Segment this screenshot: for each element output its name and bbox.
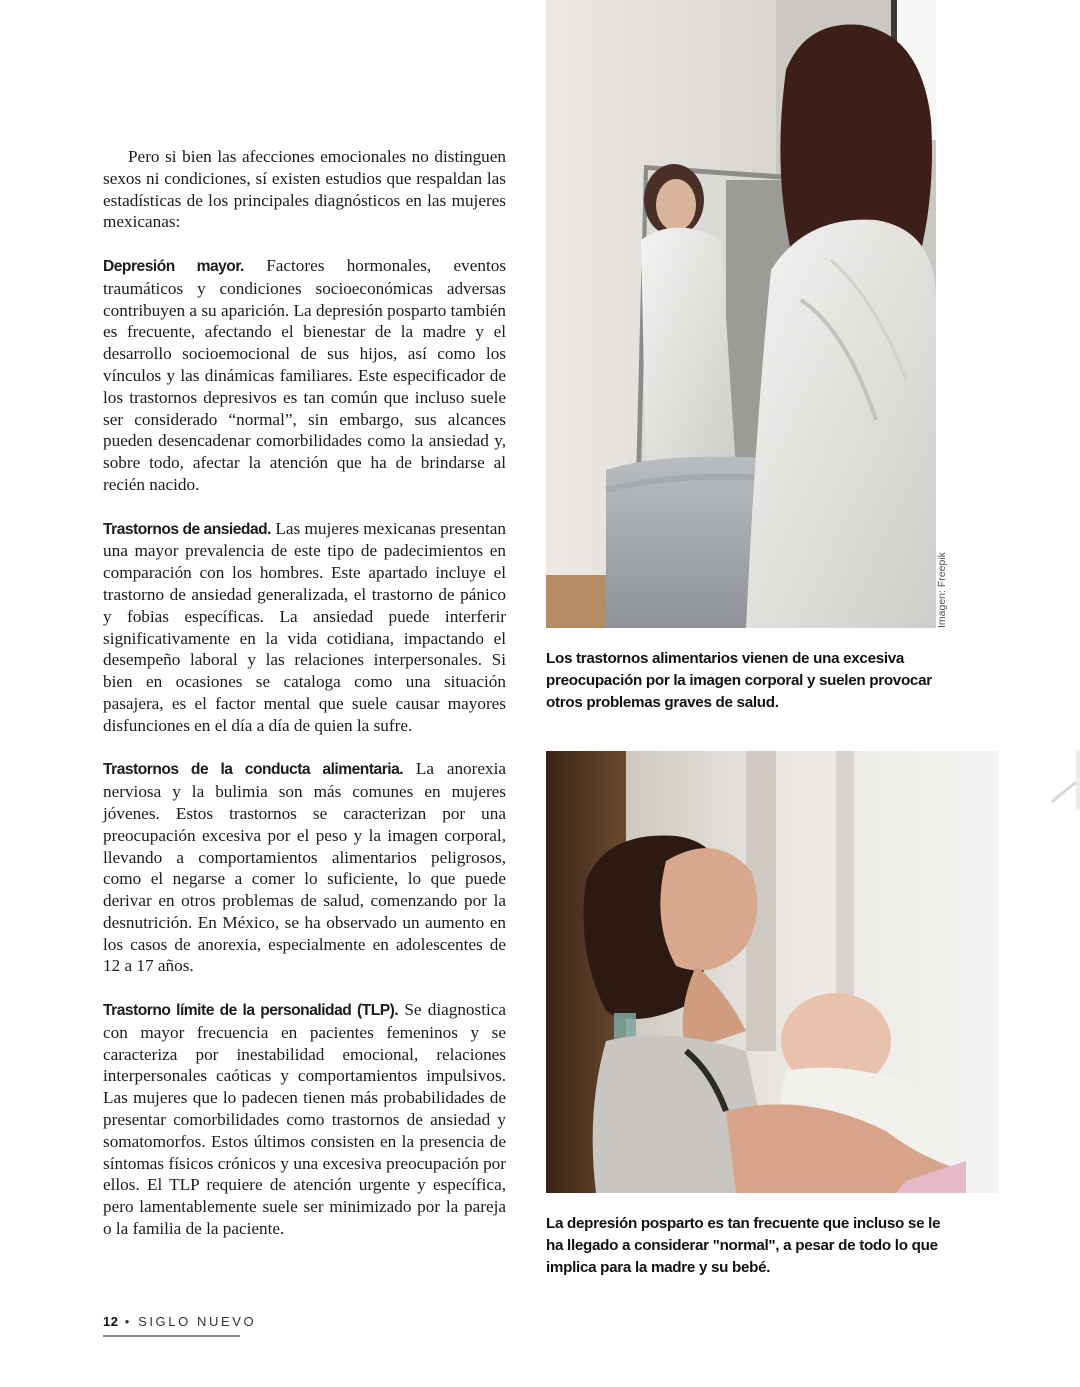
section-lead: Trastornos de la conducta alimentaria. [103, 761, 404, 779]
photo-mother-baby [546, 751, 999, 1193]
section-conducta-alimentaria [103, 758, 506, 977]
publication-name: SIGLO NUEVO [138, 1314, 257, 1329]
section-body: Factores hormonales, eventos traumáticos y condiciones socioeconómicas adversas contribuyen a su aparición. La depresión posparto también es frecuente, afectando el bienestar de la madre y el desarrollo socioemocional de sus hijos, así como los vínculos y las dinámicas familiares. Este especificador de los trastornos depresivos es tan común que incluso suele ser considerado “normal”, sin embargo, sus alcances pueden desencadenar comorbilidades como la ansiedad y, sobre todo, afectar la atención que ha de brindarse al recién nacido. [103, 255, 507, 494]
section-lead: Trastorno límite de la personalidad (TLP). [103, 1002, 399, 1020]
photo-woman-mirror [546, 0, 936, 628]
page-number: 12 [103, 1314, 119, 1329]
section-lead: Depresión mayor. [103, 257, 244, 275]
section-tlp [103, 999, 506, 1240]
section-trastornos-ansiedad [103, 518, 506, 737]
caption-photo-1: Los trastornos alimentarios vienen de una excesiva preocupación por la imagen corporal y suelen provocar otros problemas graves de salud. [546, 650, 932, 711]
caption-photo-2: La depresión posparto es tan frecuente que incluso se le ha llegado a considerar "normal", a pesar de todo lo que implica para la madre y su bebé. [546, 1215, 941, 1276]
section-body: La anorexia nerviosa y la bulimia son más comunes en mujeres jóvenes. Estos trastornos se caracterizan por una preocupación excesiva por el peso y la imagen corporal, llevando a comportamientos alimentarios peligrosos, como el negarse a comer lo suficiente, lo que puede derivar en otros problemas de salud, comenzando por la desnutrición. En México, se ha observado un aumento en los casos de anorexia, especialmente en adolescentes de 12 a 17 años. [103, 759, 506, 976]
section-lead: Trastornos de ansiedad. [103, 520, 271, 538]
page-folio [103, 1314, 257, 1337]
image-credit: Imagen: Freepik [936, 552, 948, 628]
article-column [103, 146, 506, 1262]
section-depresion-mayor [103, 255, 506, 496]
intro-paragraph: Pero si bien las afecciones emocionales no distinguen sexos ni condiciones, sí existen estudios que respaldan las estadísticas de los principales diagnósticos en las mujeres mexicanas: [103, 147, 506, 232]
section-body: Se diagnostica con mayor frecuencia en pacientes femeninos y se caracteriza por inestabilidad emocional, relaciones interpersonales caóticas y comportamientos impulsivos. Las mujeres que lo padecen tienen más probabilidades de presentar comorbilidades como trastornos de ansiedad y somatomorfos. Estos últimos consisten en la presencia de síntomas físicos crónicos y una excesiva preocupación por ellos. El TLP requiere de atención urgente y específica, pero lamentablemente suele ser minimizado por la pareja o la familia de la paciente. [103, 1000, 507, 1239]
section-body: Las mujeres mexicanas presentan una mayor prevalencia de este tipo de padecimientos en comparación con los hombres. Este apartado incluye el trastorno de ansiedad generalizada, el trastorno de pánico y fobias específicas. La ansiedad puede interferir significativamente en la vida cotidiana, impactando el desempeño laboral y las relaciones interpersonales. Si bien en ocasiones se cataloga como una situación pasajera, es el factor mental que suele causar mayores disfunciones en el día a día de quien la sufre. [103, 518, 506, 735]
folio-separator: • [124, 1314, 132, 1329]
page-edge-mark [1050, 750, 1080, 810]
